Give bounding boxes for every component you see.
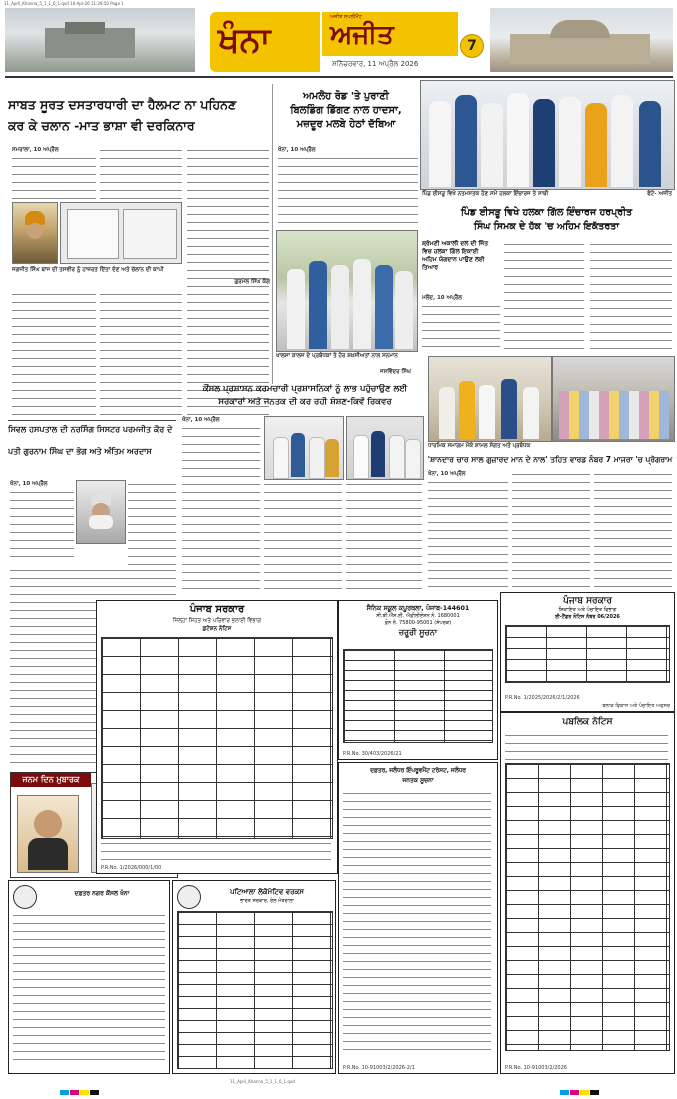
ad-ss-footer: P.R.No. 30/403/2026/21	[343, 751, 402, 757]
mid-center-headline-2: ਸਰਕਾਰਾਂ ਅਤੇ ਜਨਤਕ ਦੀ ਕਰ ਰਹੀ ਸ਼ੋਸ਼ਣ-ਕਿਵੇਂ ਰਿਕਵਰ	[218, 397, 392, 407]
ad-jt-body	[343, 789, 491, 1055]
main-left-challan-photo	[60, 202, 182, 264]
page-number: 7	[467, 38, 477, 54]
masthead-rule	[5, 76, 673, 78]
main-left-portrait	[12, 202, 58, 264]
col-divider-1	[272, 84, 273, 384]
ad-bl-title: ਦਫ਼ਤਰ ਨਗਰ ਕੌਂਸਲ ਖੰਨਾ	[74, 890, 130, 897]
mid-center-dateline: ਖੰਨਾ, 10 ਅਪ੍ਰੈਲ	[182, 417, 220, 423]
main-left-body-col-1	[12, 154, 96, 200]
ad-pn-table	[505, 763, 670, 1051]
ad-punjab-govt-tender	[96, 600, 338, 874]
right-top-body-col-1	[422, 302, 500, 352]
cmyk-bar-left	[60, 1080, 100, 1099]
ad-bl-body	[13, 911, 165, 1067]
center-body	[278, 154, 418, 228]
main-left-byline: ਗੁਰਮੇਲ ਸਿੰਘ ਕੰਗ	[234, 279, 270, 285]
center-byline: ਜਸਵਿੰਦਰ ਸਿੰਘ	[380, 369, 411, 375]
ad-pg-footer: P.R.No. 1/2026/000/1/00	[101, 865, 162, 871]
right-mid-body-col-2	[512, 470, 590, 588]
center-headline-1: ਅਮਲੋਹ ਰੋਡ 'ਤੇ ਪੁਰਾਣੀ	[303, 91, 389, 102]
mid-center-body-col-3	[346, 480, 422, 594]
mid-left-headline-2: ਪਤੀ ਗੁਰਨਾਮ ਸਿੰਘ ਦਾ ਭੋਗ ਅਤੇ ਅੰਤਿਮ ਅਰਦਾਸ	[8, 447, 152, 456]
ad-pgr-subtitle: ਸ਼ਿਕਾਇਤ ਅਤੇ ਪੰਚਾਇਤ ਵਿਭਾਗ	[558, 607, 617, 613]
right-mid-dateline: ਖੰਨਾ, 10 ਅਪ੍ਰੈਲ	[428, 471, 466, 477]
ad-pg-subtitle: ਜਿਲ੍ਹਾ ਸਿਹਤ ਅਤੇ ਪਰਿਵਾਰ ਭਲਾਈ ਵਿਭਾਗ	[172, 618, 262, 624]
right-top-headline-1: ਪਿੰਡ ਈਸੜੂ ਵਿਖੇ ਹਲਕਾ ਗਿੱਲ ਇੰਚਾਰਜ ਹਰਪ੍ਰੀਤ	[460, 207, 633, 218]
mid-center-photo-2	[346, 416, 424, 480]
logo-left-text: ਖੰਨਾ	[218, 20, 271, 60]
mid-left-dateline: ਖੰਨਾ, 10 ਅਪ੍ਰੈਲ	[10, 481, 48, 487]
ad-pn-footer: P.R.No. 10-91003/2/2026	[505, 1065, 567, 1071]
ad-bottom-middle	[172, 880, 336, 1074]
right-mid-headline: 'ਸ਼ਾਨਦਾਰ ਚਾਰ ਸਾਲ ਗੁਜ਼ਾਰਦ ਮਾਨ ਦੇ ਨਾਲ' ਤਹਿਤ ਵਾਰਡ ਨੰਬਰ 7 ਮਾਜਰਾ 'ਚ ਪ੍ਰੋਗਰਾਮ	[427, 455, 673, 464]
ad-ss-section: ਜ਼ਰੂਰੀ ਸੂਚਨਾ	[398, 628, 438, 637]
ad-bm-title: ਪਟਿਆਲਾ ਲੋਕੋਮੋਟਿਵ ਵਰਕਸ	[230, 888, 304, 896]
cmyk-bar-right	[560, 1080, 600, 1099]
footer-slug: 11_April_Khanna_5_1_1_6_1.qxd	[230, 1079, 295, 1084]
center-group-photo	[276, 230, 418, 352]
ad-pgr-footer: P.R.No. 1/2025/2026/2/1/2026	[505, 695, 580, 701]
ad-bm-table	[177, 911, 333, 1069]
mid-left-headline-1: ਸਿਵਲ ਹਸਪਤਾਲ ਦੀ ਨਰਸਿੰਗ ਸਿਸਟਰ ਪਰਮਜੀਤ ਕੌਰ ਦੇ	[8, 425, 173, 434]
mid-center-headline-1: ਕੌਂਸਲ ਪ੍ਰਸ਼ਾਸਨ ਕਰਮਚਾਰੀ ਪ੍ਰਸ਼ਾਸਨਿਕਾਂ ਨੂੰ ਲਾਭ ਪਹੁੰਚਾਉਣ ਲਈ	[202, 384, 408, 394]
right-top-headline-2: ਸਿੰਘ ਸਿਮਕ ਦੇ ਹੱਕ 'ਚ ਅਹਿਮ ਇਕੱਤਰਤਾ	[473, 221, 620, 232]
right-mid-body-col-1	[428, 478, 508, 588]
masthead-right-photo	[490, 8, 673, 72]
right-top-body-col-3	[590, 240, 672, 352]
mid-center-body-col-1	[182, 424, 260, 594]
ad-bl-emblem	[13, 885, 37, 909]
ad-pgr-notice: ਈ-ਟੈਂਡਰ ਨੋਟਿਸ ਨੰਬਰ 06/2026	[555, 614, 620, 620]
ad-jt-section: ਜਨਤਕ ਸੂਚਨਾ	[402, 777, 434, 784]
ad-public-notice	[500, 712, 675, 1074]
birthday-photo-1	[17, 795, 79, 873]
ad-pgr-title: ਪੰਜਾਬ ਸਰਕਾਰ	[563, 596, 612, 606]
right-mid-body-col-3	[594, 470, 672, 588]
right-top-photo	[420, 80, 675, 190]
ad-jt-footer: P.R.No. 10-91003/2/2026-2/1	[343, 1065, 415, 1071]
mid-center-photo	[264, 416, 344, 480]
ad-pg-title: ਪੰਜਾਬ ਸਰਕਾਰ	[189, 604, 245, 615]
mid-left-body-col-4	[100, 566, 176, 596]
ad-jt-title: ਦਫ਼ਤਰ, ਜਲੰਧਰ ਇੰਪਰੂਵਮੈਂਟ ਟਰੱਸਟ, ਜਲੰਧਰ	[370, 768, 466, 774]
ad-pg-notice: ਕੁਟੇਸ਼ਨ ਨੋਟਿਸ	[202, 626, 232, 632]
print-slug	[0, 0, 677, 8]
ad-pn-title: ਪਬਲਿਕ ਨੋਟਿਸ	[562, 717, 613, 727]
ad-pg-table	[101, 637, 333, 839]
right-top-body-col-2	[504, 240, 584, 352]
ad-bm-emblem	[177, 885, 201, 909]
right-mid-caption: ਧਾਰਮਿਕ ਸਮਾਗਮ ਮੌਕੇ ਸ਼ਾਮਲ ਸੰਗਤ ਅਤੇ ਪ੍ਰਬੰਧਕ	[428, 443, 531, 449]
ad-punjab-govt-right	[500, 592, 675, 712]
ad-jalandhar-trust	[338, 762, 498, 1074]
print-slug-text: 11_April_Khanna_5_1_1_6_1.qxd 10-Apr-26 11:28:50 Page 1	[4, 1, 124, 6]
logo-tagline: ਅਜੀਤ ਸਪਲੀਮੈਂਟ	[330, 14, 362, 20]
center-headline-2: ਬਿਲਡਿੰਗ ਡਿੱਗਣ ਨਾਲ ਹਾਦਸਾ,	[290, 105, 402, 116]
birthday-label: ਜਨਮ ਦਿਨ ਮੁਬਾਰਕ	[11, 773, 91, 787]
masthead-date: ਸ਼ਨਿੱਚਰਵਾਰ, 11 ਅਪ੍ਰੈਲ 2026	[332, 60, 419, 68]
mid-left-rule	[8, 420, 176, 421]
right-top-teaser: ਸ਼੍ਰੋਮਣੀ ਅਕਾਲੀ ਦਲ ਦੀ ਜਿੱਤ ਵਿਚ ਹਲਕਾ ਗਿੱਲ ਇਕਾਈ ਅਹਿਮ ਯੋਗਦਾਨ ਪਾਉਣ ਲਈ ਤਿਆਰ	[422, 240, 489, 271]
center-dateline: ਖੰਨਾ, 10 ਅਪ੍ਰੈਲ	[278, 147, 316, 153]
right-top-byline: ਫੋਟੋ- ਅਜੀਤ	[647, 191, 672, 197]
ad-ss-phone: ਫ਼ੋਨ ਨੰ. 75800-95001 (ਸੰਪਰਕ)	[384, 620, 452, 626]
right-top-dateline: ਮਲੌਦ, 10 ਅਪ੍ਰੈਲ	[422, 295, 462, 301]
main-left-caption: ਜਗਜੀਤ ਸਿੰਘ ਬਾਜ ਦੀ ਤਸਵੀਰ ਨੂੰ ਹਾਜ਼ਰਤ ਦਿੱਤਾ ਦੇਣ ਅਤੇ ਚੱਲਾਨ ਦੀ ਕਾਪੀ	[12, 267, 164, 273]
center-headline-3: ਮਜ਼ਦੂਰ ਮਲਬੇ ਹੇਠਾਂ ਦੱਬਿਆ	[296, 119, 396, 130]
right-mid-photo-2	[552, 356, 675, 442]
ad-bottom-left	[8, 880, 170, 1074]
ad-pn-intro	[505, 731, 668, 761]
page-number-badge	[460, 34, 484, 58]
mid-left-body-col-1	[10, 488, 74, 562]
ad-ss-subtitle: ਸੀ.ਬੀ.ਐੱਸ.ਈ. ਐਫ਼ੀਲੀਏਸ਼ਨ ਨੰ. 1680001	[376, 613, 460, 619]
right-top-caption: ਪਿੰਡ ਈਸੜੂ ਵਿਖੇ ਨਤਮਸਤਕ ਹੋਣ ਸਮੇਂ ਹਲਕਾ ਇੰਚਾਰਜ ਤੇ ਸਾਥੀ	[422, 191, 549, 197]
main-left-body-col-2b	[100, 290, 182, 418]
main-left-body-col-2	[100, 146, 182, 206]
main-left-headline-2: ਕਰ ਕੇ ਚਲਾਨ -ਮਾਤ ਭਾਸ਼ਾ ਵੀ ਦਰਕਿਨਾਰ	[8, 118, 195, 133]
right-mid-photo-1	[428, 356, 552, 442]
ad-pgr-table	[505, 625, 670, 683]
main-left-headline-1: ਸਾਬਤ ਸੂਰਤ ਦਸਤਾਰਧਾਰੀ ਦਾ ਹੈਲਮਟ ਨਾ ਪਹਿਨਣ	[8, 97, 237, 112]
ad-ss-table	[343, 649, 493, 743]
masthead-logo	[210, 12, 458, 72]
mid-left-portrait	[76, 480, 126, 544]
logo-right-text: ਅਜੀਤ	[330, 20, 394, 50]
mid-center-body-col-2	[264, 480, 342, 594]
main-left-dateline: ਸਮਰਾਲਾ, 10 ਅਪ੍ਰੈਲ	[12, 147, 59, 153]
ad-sainik-school	[338, 600, 498, 760]
ad-pgr-office: ਬਲਾਕ ਵਿਕਾਸ ਅਤੇ ਪੰਚਾਇਤ ਅਫਸਰ	[602, 703, 670, 709]
ad-ss-title: ਸੈਨਿਕ ਸਕੂਲ ਕਪੂਰਥਲਾ, ਪੰਜਾਬ-144601	[366, 604, 470, 612]
main-left-body-col-1b	[12, 290, 96, 418]
ad-bm-subtitle: ਭਾਰਤ ਸਰਕਾਰ, ਰੇਲ ਮੰਤਰਾਲਾ	[240, 898, 294, 904]
ad-pg-terms	[101, 839, 331, 861]
masthead-left-photo	[5, 8, 195, 72]
center-caption: ਖਾਲਸਾ ਕਾਲਜ ਦੇ ਪ੍ਰਬੰਧਕਾਂ ਤੇ ਹੋਰ ਸ਼ਖ਼ਸੀਅਤਾਂ ਨਾਲ ਸਨਮਾਨ	[276, 353, 398, 359]
